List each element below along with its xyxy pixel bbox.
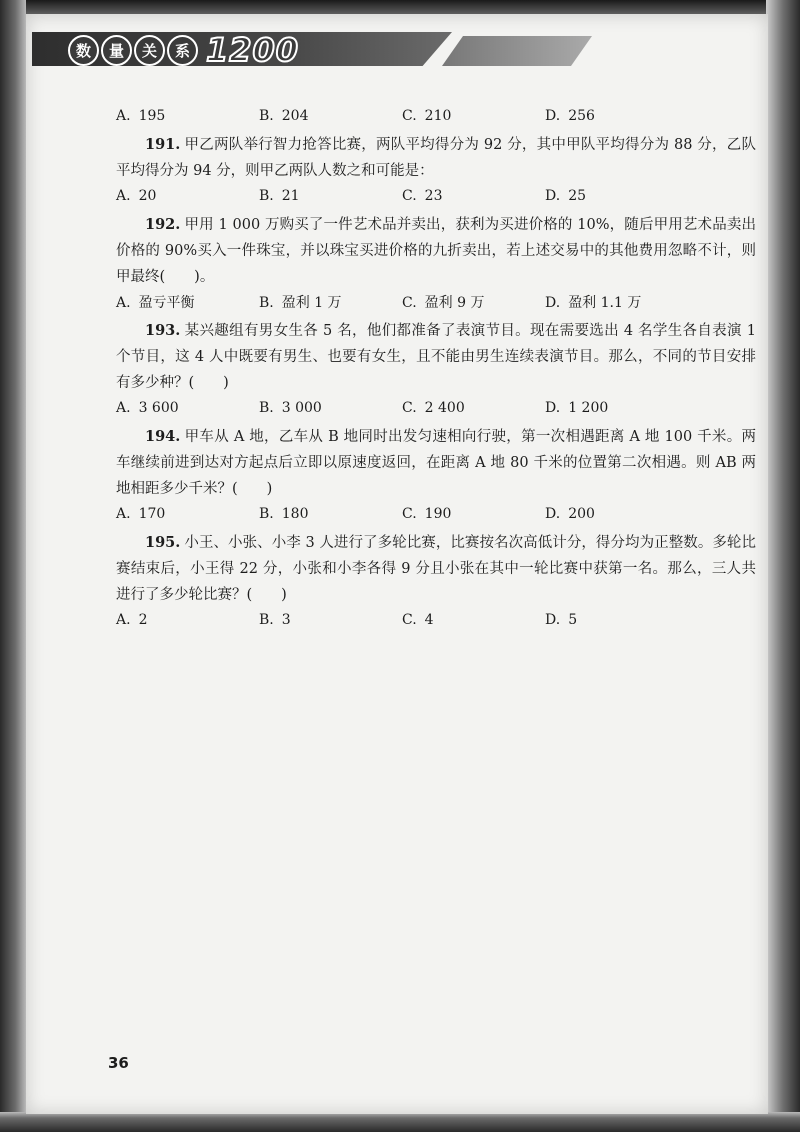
option-d: D. 256 — [545, 108, 595, 124]
question-195 — [116, 530, 756, 632]
option-d: D. 5 — [545, 612, 578, 628]
option-a: A. 20 — [116, 188, 157, 204]
header-title-number: 1200 — [206, 31, 300, 69]
option-d: D. 盈利 1.1 万 — [545, 295, 642, 311]
option-c: C. 190 — [402, 506, 452, 522]
options-row-prev — [116, 104, 756, 128]
option-c: C. 盈利 9 万 — [402, 295, 485, 311]
question-text: 193. 某兴趣组有男女生各 5 名，他们都准备了表演节目。现在需要选出 4 名学生各自表演 1 个节目，这 4 人中既要有男生、也要有女生，且不能由男生连续表演节目。那么，不同的节目安排有多少种？( ) — [116, 322, 756, 391]
options-row — [116, 608, 756, 632]
option-b: B. 21 — [259, 188, 300, 204]
option-c: C. 2 400 — [402, 400, 465, 416]
header-title-char: 关 — [134, 35, 165, 66]
question-text: 195. 小王、小张、小李 3 人进行了多轮比赛，比赛按名次高低计分，得分均为正整数。多轮比赛结束后，小王得 22 分，小张和小李各得 9 分且小张在其中一轮比赛中获第一名。那么，三人共进行了多少轮比赛？( ) — [116, 534, 756, 603]
option-a: A. 195 — [116, 108, 166, 124]
option-d: D. 25 — [545, 188, 587, 204]
option-b: B. 盈利 1 万 — [259, 295, 342, 311]
book-page — [26, 14, 768, 1114]
question-194 — [116, 424, 756, 526]
header-banner — [32, 22, 632, 70]
option-d: D. 200 — [545, 506, 595, 522]
question-text: 191. 甲乙两队举行智力抢答比赛，两队平均得分为 92 分，其中甲队平均得分为 88 分，乙队平均得分为 94 分，则甲乙两队人数之和可能是： — [116, 136, 756, 179]
question-191 — [116, 132, 756, 208]
option-d: D. 1 200 — [545, 400, 609, 416]
option-b: B. 3 000 — [259, 400, 322, 416]
scan-edge-right — [766, 0, 800, 1132]
options-row — [116, 290, 756, 314]
option-a: A. 170 — [116, 506, 166, 522]
options-row — [116, 184, 756, 208]
header-title-char: 系 — [167, 35, 198, 66]
options-row — [116, 396, 756, 420]
header-stripe — [442, 36, 592, 66]
header-title-char: 量 — [101, 35, 132, 66]
question-192 — [116, 212, 756, 314]
option-b: B. 180 — [259, 506, 309, 522]
option-a: A. 盈亏平衡 — [116, 295, 195, 311]
options-row — [116, 502, 756, 526]
question-193 — [116, 318, 756, 420]
question-text: 194. 甲车从 A 地，乙车从 B 地同时出发匀速相向行驶，第一次相遇距离 A 地 100 千米。两车继续前进到达对方起点后立即以原速度返回，在距离 A 地 80 千米的位置第二次相遇。则 AB 两地相距多少千米？( ) — [116, 428, 756, 497]
question-text: 192. 甲用 1 000 万购买了一件艺术品并卖出，获利为买进价格的 10%，随后甲用艺术品卖出价格的 90%买入一件珠宝，并以珠宝买进价格的九折卖出，若上述交易中的其他费用忽略不计，则甲最终( )。 — [116, 216, 756, 285]
option-c: C. 23 — [402, 188, 443, 204]
option-b: B. 204 — [259, 108, 309, 124]
option-a: A. 3 600 — [116, 400, 179, 416]
page-number: 36 — [108, 1054, 129, 1072]
scan-edge-bottom — [0, 1112, 800, 1132]
option-c: C. 210 — [402, 108, 452, 124]
header-title — [68, 31, 300, 69]
scan-edge-left — [0, 0, 26, 1132]
header-title-char: 数 — [68, 35, 99, 66]
option-a: A. 2 — [116, 612, 148, 628]
option-c: C. 4 — [402, 612, 434, 628]
question-list — [116, 104, 756, 632]
option-b: B. 3 — [259, 612, 291, 628]
